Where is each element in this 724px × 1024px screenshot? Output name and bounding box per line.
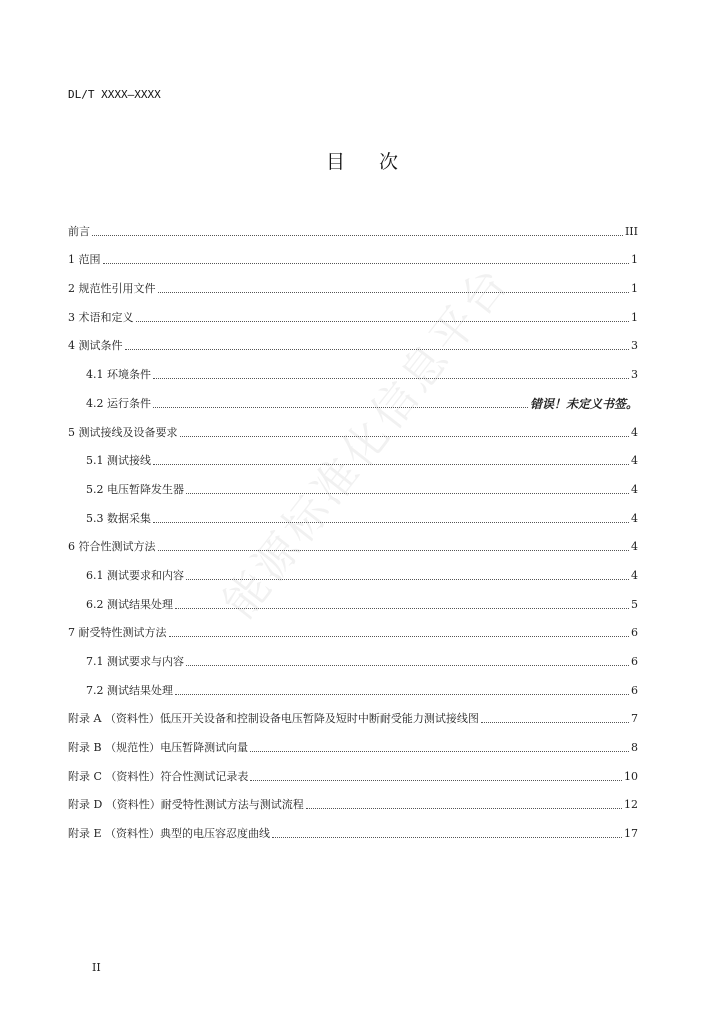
toc-leader-dots	[153, 522, 629, 523]
toc-entry-page: 3	[631, 339, 638, 353]
toc-leader-dots	[186, 493, 629, 494]
toc-entry[interactable]	[68, 210, 638, 239]
toc-entry[interactable]	[68, 669, 638, 698]
toc-entry-page: 4	[631, 568, 638, 582]
toc-entry[interactable]	[68, 812, 638, 841]
toc-entry[interactable]	[68, 267, 638, 296]
toc-leader-dots	[169, 636, 630, 637]
toc-leader-dots	[180, 436, 630, 437]
toc-leader-dots	[153, 407, 528, 408]
toc-leader-dots	[153, 464, 629, 465]
toc-leader-dots	[103, 263, 630, 264]
toc-entry-label: 1 范围	[68, 253, 101, 267]
page-title: 目 次	[325, 151, 413, 173]
toc-entry-label: 4.2 运行条件	[86, 396, 151, 410]
toc-entry-label: 附录 B （规范性）电压暂降测试向量	[68, 741, 249, 755]
toc-entry-page: 12	[624, 798, 638, 812]
toc-leader-dots	[481, 722, 629, 723]
toc-entry-page: 4	[631, 482, 638, 496]
toc-entry[interactable]	[68, 325, 638, 354]
watermark: 能源标准化信息平台	[213, 256, 520, 629]
toc-entry-label: 附录 E （资料性）典型的电压容忍度曲线	[68, 827, 271, 841]
toc-entry-label: 4 测试条件	[68, 339, 123, 353]
toc-entry-page: III	[624, 224, 638, 238]
toc-leader-dots	[175, 608, 629, 609]
toc-entry[interactable]	[68, 440, 638, 469]
toc-entry-label: 6.2 测试结果处理	[86, 597, 173, 611]
toc-entry-label: 7.1 测试要求与内容	[86, 655, 184, 668]
toc-entry-page: 4	[631, 425, 638, 439]
toc-entry-error: 错误！未定义书签。	[529, 396, 638, 411]
toc-entry-label: 5.3 数据采集	[86, 511, 151, 525]
toc-leader-dots	[158, 292, 630, 293]
toc-entry[interactable]	[68, 554, 638, 583]
toc-entry-page: 6	[631, 626, 638, 640]
toc-entry-page: 4	[631, 454, 638, 468]
toc-entry-page: 1	[631, 282, 638, 296]
toc-leader-dots	[186, 579, 629, 580]
toc-entry-label: 6 符合性测试方法	[68, 540, 156, 554]
toc-entry-page: 8	[631, 741, 638, 755]
toc-entry-page: 10	[624, 769, 638, 783]
toc-entry-label: 5 测试接线及设备要求	[68, 425, 178, 439]
toc-entry[interactable]	[68, 353, 638, 382]
toc-leader-dots	[175, 694, 629, 695]
toc-entry-label: 附录 C （资料性）符合性测试记录表	[68, 769, 249, 783]
toc-entry[interactable]	[68, 784, 638, 813]
table-of-contents	[68, 210, 638, 841]
toc-entry-page: 4	[631, 511, 638, 525]
toc-entry[interactable]	[68, 411, 638, 440]
toc-entry[interactable]	[68, 239, 638, 268]
toc-leader-dots	[158, 550, 630, 551]
toc-entry-page: 3	[631, 368, 638, 382]
toc-entry-page: 1	[631, 310, 638, 324]
toc-entry[interactable]	[68, 296, 638, 325]
toc-entry-label: 4.1 环境条件	[86, 368, 151, 382]
toc-entry-label: 5.1 测试接线	[86, 454, 151, 468]
toc-entry-label: 7.2 测试结果处理	[86, 683, 173, 697]
toc-leader-dots	[153, 378, 629, 379]
toc-entry[interactable]	[68, 382, 638, 411]
toc-entry[interactable]	[68, 698, 638, 727]
toc-entry[interactable]	[68, 497, 638, 526]
toc-entry-label: 2 规范性引用文件	[68, 282, 156, 296]
toc-entry-label: 6.1 测试要求和内容	[86, 568, 184, 582]
toc-leader-dots	[272, 837, 622, 838]
toc-entry-page: 17	[624, 827, 638, 841]
toc-entry-label: 附录 A （资料性）低压开关设备和控制设备电压暂降及短时中断耐受能力测试接线图	[68, 712, 479, 726]
toc-entry-page: 7	[631, 712, 638, 726]
toc-entry-page: 5	[631, 597, 638, 611]
toc-entry[interactable]	[68, 583, 638, 612]
toc-entry[interactable]	[68, 468, 638, 497]
toc-entry-page: 4	[631, 540, 638, 554]
toc-entry[interactable]	[68, 755, 638, 784]
toc-leader-dots	[136, 321, 630, 322]
toc-entry-label: 前言	[68, 224, 90, 238]
toc-leader-dots	[250, 751, 629, 752]
toc-entry-page: 6	[631, 683, 638, 697]
toc-entry[interactable]	[68, 526, 638, 555]
toc-entry-label: 附录 D （资料性）耐受特性测试方法与测试流程	[68, 798, 304, 812]
document-code: DL/T XXXX—XXXX	[68, 88, 161, 101]
toc-leader-dots	[250, 780, 622, 781]
toc-entry-label: 7 耐受特性测试方法	[68, 626, 167, 640]
toc-entry[interactable]	[68, 612, 638, 641]
toc-entry-page: 6	[631, 655, 638, 668]
toc-entry[interactable]	[68, 726, 638, 755]
toc-entry[interactable]	[68, 640, 638, 669]
toc-entry-label: 5.2 电压暂降发生器	[86, 482, 184, 496]
page-number: II	[92, 961, 101, 974]
toc-entry-page: 1	[631, 253, 638, 267]
toc-entry-label: 3 术语和定义	[68, 310, 134, 324]
toc-leader-dots	[186, 665, 629, 666]
toc-leader-dots	[306, 808, 622, 809]
toc-leader-dots	[92, 235, 623, 236]
toc-leader-dots	[125, 349, 630, 350]
